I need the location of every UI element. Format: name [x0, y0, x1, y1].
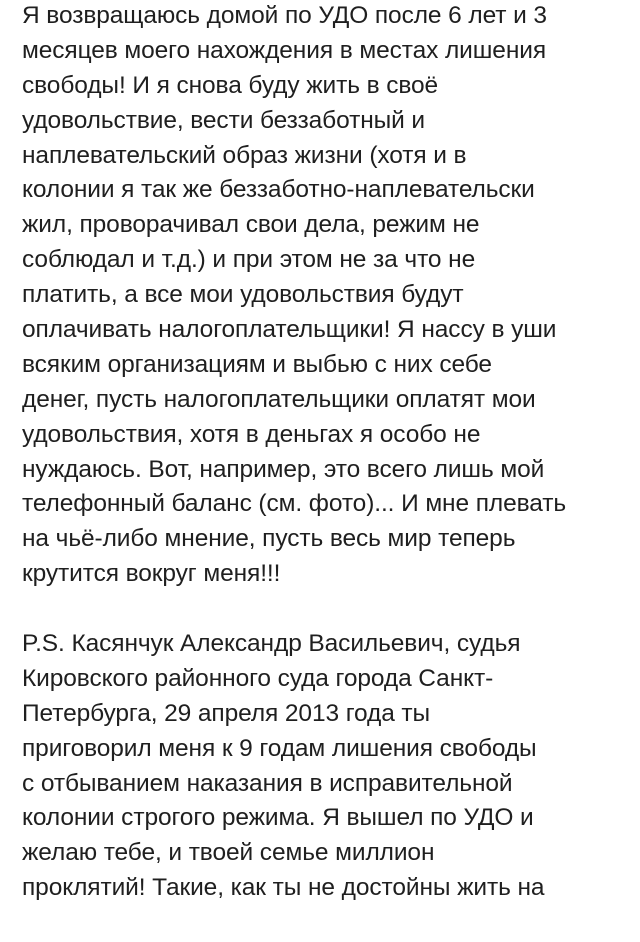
text-line: всяким организациям и выбью с них себе	[22, 350, 492, 378]
text-line: колонии я так же беззаботно-наплевательски	[22, 176, 535, 204]
text-line: удовольствие, вести беззаботный и	[22, 106, 426, 134]
text-line: колонии строгого режима. Я вышел по УДО и	[22, 804, 534, 832]
text-line: желаю тебе, и твоей семье миллион	[22, 839, 435, 867]
text-line: P.S. Касянчук Александр Васильевич, судья	[22, 630, 521, 658]
text-line: жил, проворачивал свои дела, режим не	[22, 211, 480, 239]
post-text	[22, 0, 632, 942]
text-line: телефонный баланс (см. фото)... И мне плевать	[22, 490, 567, 518]
text-line: крутится вокруг меня!!!	[22, 560, 281, 588]
text-line: Петербурга, 29 апреля 2013 года ты	[22, 699, 431, 727]
post-paragraph-main	[22, 0, 632, 592]
text-line: проклятий! Такие, как ты не достойны жить на	[22, 874, 545, 902]
text-line: с отбыванием наказания в исправительной	[22, 769, 513, 797]
text-line: платить, а все мои удовольствия будут	[22, 281, 464, 309]
text-line: нуждаюсь. Вот, например, это всего лишь мой	[22, 455, 545, 483]
text-line: приговорил меня к 9 годам лишения свободы	[22, 734, 537, 762]
text-line: свободы! И я снова буду жить в своё	[22, 71, 439, 99]
text-line: наплевательский образ жизни (хотя и в	[22, 141, 467, 169]
text-line: Кировского районного суда города Санкт-	[22, 664, 494, 692]
text-line: денег, пусть налогоплательщики оплатят мои	[22, 385, 536, 413]
post-paragraph-ps	[22, 627, 632, 906]
text-line: соблюдал и т.д.) и при этом не за что не	[22, 246, 476, 274]
text-line: на чьё-либо мнение, пусть весь мир теперь	[22, 525, 516, 553]
text-line: оплачивать налогоплательщики! Я нассу в уши	[22, 316, 557, 344]
text-line: Я возвращаюсь домой по УДО после 6 лет и 3	[22, 2, 547, 29]
text-line: удовольствия, хотя в деньгах я особо не	[22, 420, 481, 448]
text-line: месяцев моего нахождения в местах лишения	[22, 36, 547, 64]
